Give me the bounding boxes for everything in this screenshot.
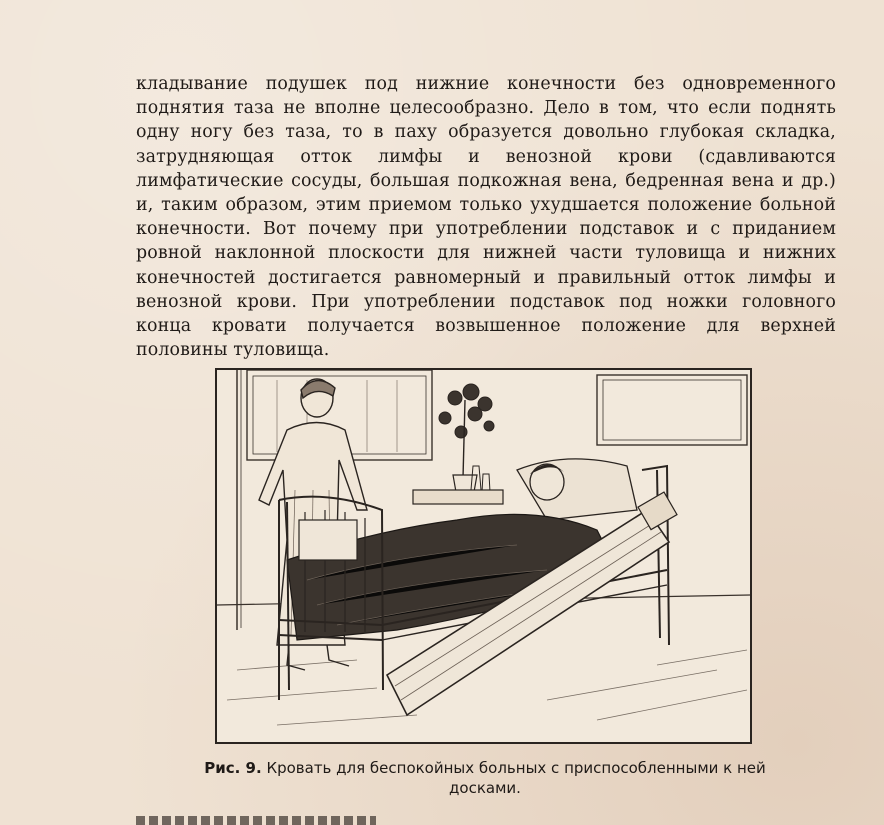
- cut-off-text-fragment: [136, 816, 376, 825]
- body-paragraph: кладывание подушек под нижние конечности без одновременного поднятия таза не вполне целесообразно. Дело в том, что если поднять одну ногу без таза, то в паху образуется довольно глубокая складка, затрудняющая отток лимфы и венозной крови (сдавливаются лимфатические сосуды, большая подкожная вена, бедренная вена и др.) и, таким образом, этим приемом только ухудшается положение больной конечности. Вот почему при употреблении подставок и с приданием ровной наклонной плоскости для нижней части туловища и нижних конечностей достигается равномерный и правильный отток лимфы и венозной крови. При употреблении подставок под ножки головного конца кровати получается возвышенное положение для верхней половины туловища.: [136, 74, 836, 361]
- figure-caption-prefix: Рис. 9.: [204, 759, 262, 777]
- next-line-cut-off: [0, 812, 884, 825]
- figure-caption-text: Кровать для беспокойных больных с приспособленными к ней досками.: [266, 759, 766, 797]
- figure-illustration: [215, 368, 752, 744]
- bed-illustration: [217, 370, 750, 742]
- figure-caption: [200, 758, 770, 798]
